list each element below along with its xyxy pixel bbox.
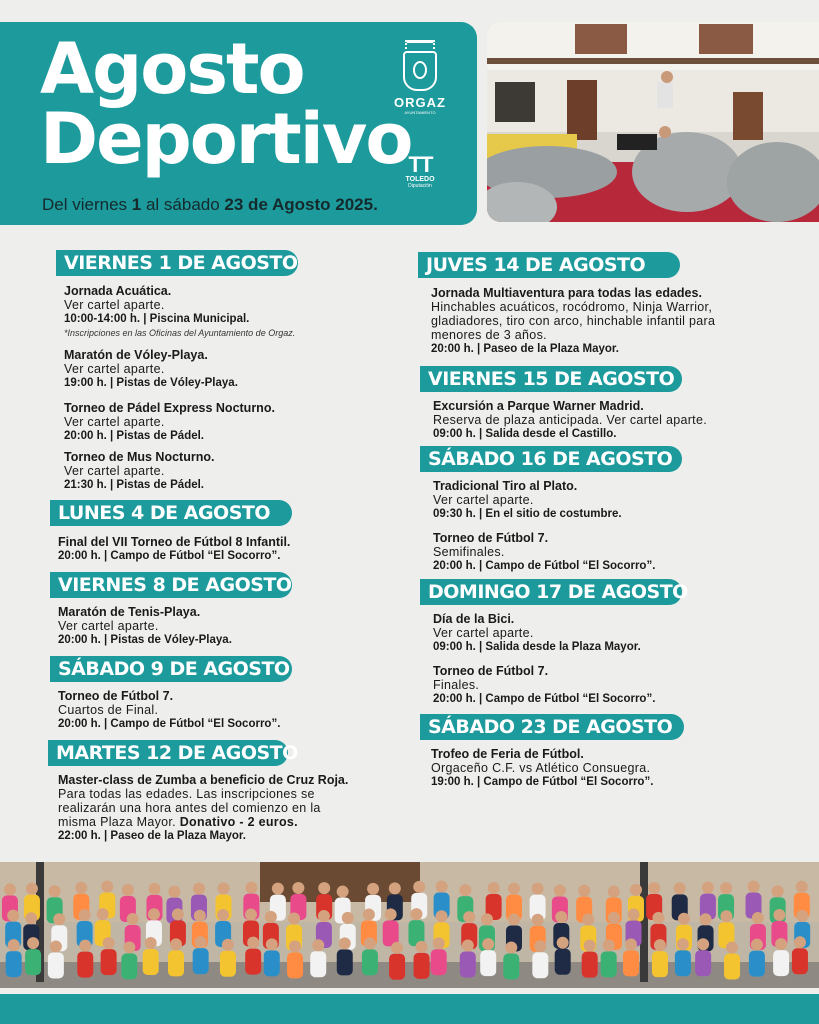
- person-body: [414, 953, 430, 979]
- person-body: [48, 952, 64, 978]
- event-time: 20:00 h. | Pistas de Pádel.: [64, 430, 205, 442]
- person-head: [436, 910, 448, 922]
- person-body: [652, 951, 668, 977]
- person-head: [775, 938, 787, 950]
- day-header-aug-15: VIERNES 15 DE AGOSTO: [420, 366, 682, 392]
- person-body: [555, 949, 571, 975]
- person-body: [460, 952, 476, 978]
- person-head: [630, 884, 642, 896]
- shield-icon: [403, 51, 437, 91]
- day-header-aug-1: VIERNES 1 DE AGOSTO: [56, 250, 298, 276]
- toledo-sub: Diputación: [408, 183, 432, 189]
- event-zumba: [58, 773, 398, 843]
- event-desc: Ver cartel aparte.: [433, 626, 534, 640]
- event-desc-line-3: misma Plaza Mayor. Donativo - 2 euros.: [58, 815, 298, 829]
- person-body: [77, 952, 93, 978]
- person-head: [245, 882, 257, 894]
- person-head: [272, 883, 284, 895]
- person-head: [433, 937, 445, 949]
- person-head: [25, 912, 37, 924]
- person-head: [482, 938, 494, 950]
- person-head: [75, 882, 87, 894]
- person-head: [217, 909, 229, 921]
- person-head: [170, 938, 182, 950]
- person-head: [337, 886, 349, 898]
- person-head: [720, 882, 732, 894]
- person-head: [127, 913, 139, 925]
- person-body: [749, 951, 765, 977]
- day-header-aug-4: LUNES 4 DE AGOSTO: [50, 500, 292, 526]
- person-head: [677, 938, 689, 950]
- person-head: [385, 908, 397, 920]
- person-head: [532, 883, 544, 895]
- event-time: 20:00 h. | Pistas de Vóley-Playa.: [58, 634, 232, 646]
- person-body: [601, 951, 617, 977]
- person-head: [534, 940, 546, 952]
- person-head: [266, 938, 278, 950]
- day-header-aug-23: SÁBADO 23 DE AGOSTO: [420, 714, 684, 740]
- event-time: 20:00 h. | Paseo de la Plaza Mayor.: [431, 343, 619, 355]
- event-trofeo-feria: [431, 747, 771, 789]
- event-desc-line-1: Hinchables acuáticos, rocódromo, Ninja Warrior,: [431, 300, 713, 314]
- event-voley-playa: [64, 348, 404, 390]
- person-head: [674, 882, 686, 894]
- person-body: [503, 954, 519, 980]
- person-body: [582, 952, 598, 978]
- person-head: [97, 908, 109, 920]
- person-head: [222, 939, 234, 951]
- person-head: [702, 882, 714, 894]
- person-head: [608, 886, 620, 898]
- person-head: [318, 910, 330, 922]
- person-head: [289, 940, 301, 952]
- event-title: Jornada Acuática.: [64, 284, 172, 298]
- person-head: [265, 911, 277, 923]
- person-head: [79, 940, 91, 952]
- person-head: [339, 937, 351, 949]
- event-title: Torneo de Pádel Express Nocturno.: [64, 401, 275, 415]
- toledo-mark-icon: TT: [408, 152, 432, 177]
- person-head: [652, 912, 664, 924]
- inflatable-photo: [487, 22, 819, 222]
- event-title: Día de la Bici.: [433, 612, 515, 626]
- person-body: [773, 950, 789, 976]
- event-time: 19:00 h. | Pistas de Vóley-Playa.: [64, 377, 238, 389]
- group-photo: [0, 862, 819, 988]
- person-body: [310, 951, 326, 977]
- event-title: Master-class de Zumba a beneficio de Cruz Roja.: [58, 773, 349, 787]
- event-desc: Finales.: [433, 678, 480, 692]
- event-title: Trofeo de Feria de Fútbol.: [431, 747, 584, 761]
- event-title: Jornada Multiaventura para todas las edades.: [431, 286, 702, 300]
- person-head: [194, 910, 206, 922]
- day-header-aug-9: SÁBADO 9 DE AGOSTO: [50, 656, 292, 682]
- person-head: [557, 937, 569, 949]
- person-head: [608, 912, 620, 924]
- toledo-logo: [400, 154, 440, 189]
- person-head: [578, 885, 590, 897]
- person-head: [413, 881, 425, 893]
- person-body: [220, 951, 236, 977]
- event-multiaventura: [431, 286, 791, 356]
- event-tenis-playa: [58, 605, 398, 647]
- person-head: [796, 910, 808, 922]
- event-desc-line-1: Para todas las edades. Las inscripciones se: [58, 787, 315, 801]
- event-desc: Reserva de plaza anticipada. Ver cartel aparte.: [433, 413, 707, 427]
- event-time: 22:00 h. | Paseo de la Plaza Mayor.: [58, 830, 246, 842]
- person-head: [148, 883, 160, 895]
- person-head: [123, 941, 135, 953]
- event-desc: Ver cartel aparte.: [58, 619, 159, 633]
- page-title: [40, 28, 412, 180]
- person-head: [193, 883, 205, 895]
- event-desc: Semifinales.: [433, 545, 505, 559]
- person-head: [49, 885, 61, 897]
- donation-text: Donativo - 2 euros.: [179, 815, 298, 829]
- event-desc: Ver cartel aparte.: [64, 415, 165, 429]
- person-head: [367, 883, 379, 895]
- person-head: [505, 942, 517, 954]
- person-head: [796, 881, 808, 893]
- orgaz-name: ORGAZ: [394, 95, 446, 110]
- title-line-2: Deportivo: [40, 98, 412, 180]
- person-head: [726, 942, 738, 954]
- person-head: [101, 880, 113, 892]
- event-tiro-plato: [433, 479, 773, 521]
- event-title: Maratón de Tenis-Playa.: [58, 605, 201, 619]
- crown-icon: [405, 40, 435, 49]
- footer-bar: [0, 994, 819, 1024]
- person-head: [26, 883, 38, 895]
- person-head: [463, 911, 475, 923]
- person-body: [623, 950, 639, 976]
- event-desc: Cuartos de Final.: [58, 703, 159, 717]
- event-mus: [64, 450, 404, 492]
- person-head: [312, 939, 324, 951]
- person-head: [53, 913, 65, 925]
- person-head: [700, 913, 712, 925]
- person-body: [480, 950, 496, 976]
- person-head: [772, 885, 784, 897]
- person-body: [362, 949, 378, 975]
- person-head: [318, 882, 330, 894]
- person-body: [264, 950, 280, 976]
- event-desc: Ver cartel aparte.: [433, 493, 534, 507]
- event-time: 09:00 h. | Salida desde la Plaza Mayor.: [433, 641, 641, 653]
- event-title: Torneo de Fútbol 7.: [433, 531, 549, 545]
- person-head: [462, 940, 474, 952]
- person-head: [554, 884, 566, 896]
- event-desc-line-2: gladiadores, tiro con arco, hinchable infantil para: [431, 314, 716, 328]
- event-title: Excursión a Parque Warner Madrid.: [433, 399, 644, 413]
- event-desc: Ver cartel aparte.: [64, 362, 165, 376]
- event-time: 21:30 h. | Pistas de Pádel.: [64, 479, 205, 491]
- person-body: [724, 954, 740, 980]
- event-desc-line-3: menores de 3 años.: [431, 328, 547, 342]
- event-title: Torneo de Mus Nocturno.: [64, 450, 215, 464]
- person-body: [532, 952, 548, 978]
- orgaz-sub: AYUNTAMIENTO: [404, 110, 436, 115]
- person-head: [292, 882, 304, 894]
- person-head: [195, 936, 207, 948]
- event-title: Maratón de Vóley-Playa.: [64, 348, 208, 362]
- person-head: [648, 882, 660, 894]
- person-head: [410, 908, 422, 920]
- person-head: [794, 936, 806, 948]
- event-time: 10:00-14:00 h. | Piscina Municipal.: [64, 313, 250, 325]
- day-header-aug-12: MARTES 12 DE AGOSTO: [48, 740, 288, 766]
- day-header-aug-16: SÁBADO 16 DE AGOSTO: [420, 446, 682, 472]
- person-body: [143, 949, 159, 975]
- person-head: [555, 911, 567, 923]
- person-head: [145, 937, 157, 949]
- person-body: [121, 953, 137, 979]
- event-time: 19:00 h. | Campo de Fútbol “El Socorro”.: [431, 776, 654, 788]
- event-dia-bici: [433, 612, 773, 654]
- person-head: [342, 912, 354, 924]
- event-desc-line-2: realizarán una hora antes del comienzo en la: [58, 801, 321, 815]
- day-header-aug-17: DOMINGO 17 DE AGOSTO: [420, 579, 682, 605]
- event-time: 20:00 h. | Campo de Fútbol “El Socorro”.: [58, 550, 281, 562]
- person-head: [245, 909, 257, 921]
- person-head: [391, 942, 403, 954]
- orgaz-logo: [388, 40, 452, 115]
- person-head: [584, 940, 596, 952]
- event-desc: Orgaceño C.F. vs Atlético Consuegra.: [431, 761, 651, 775]
- event-desc: Ver cartel aparte.: [64, 298, 165, 312]
- event-futbol-7-semis: [433, 531, 773, 573]
- person-body: [675, 950, 691, 976]
- person-body: [431, 949, 447, 975]
- person-head: [678, 913, 690, 925]
- person-head: [148, 908, 160, 920]
- person-head: [508, 883, 520, 895]
- person-body: [287, 952, 303, 978]
- event-futbol-8: [58, 535, 398, 563]
- person-head: [748, 881, 760, 893]
- person-head: [79, 909, 91, 921]
- event-title: Torneo de Fútbol 7.: [58, 689, 174, 703]
- person-head: [288, 913, 300, 925]
- person-head: [218, 883, 230, 895]
- person-body: [389, 954, 405, 980]
- person-head: [7, 910, 19, 922]
- person-head: [122, 884, 134, 896]
- event-time: 09:00 h. | Salida desde el Castillo.: [433, 428, 617, 440]
- person-body: [101, 949, 117, 975]
- person-body: [695, 950, 711, 976]
- event-jornada-acuatica: [64, 284, 404, 340]
- day-header-aug-8: VIERNES 8 DE AGOSTO: [50, 572, 292, 598]
- event-futbol-7-cuartos: [58, 689, 398, 731]
- event-time: 09:30 h. | En el sitio de costumbre.: [433, 508, 622, 520]
- person-body: [193, 948, 209, 974]
- person-head: [773, 909, 785, 921]
- event-desc: Ver cartel aparte.: [64, 464, 165, 478]
- person-body: [6, 951, 22, 977]
- person-head: [389, 882, 401, 894]
- person-head: [247, 937, 259, 949]
- person-head: [654, 939, 666, 951]
- toledo-name: TOLEDO: [405, 176, 435, 183]
- event-time: 20:00 h. | Campo de Fútbol “El Socorro”.: [58, 718, 281, 730]
- person-head: [508, 913, 520, 925]
- person-head: [625, 938, 637, 950]
- person-head: [8, 939, 20, 951]
- event-time: 20:00 h. | Campo de Fútbol “El Socorro”.: [433, 560, 656, 572]
- person-head: [4, 883, 16, 895]
- person-head: [481, 913, 493, 925]
- person-head: [488, 882, 500, 894]
- event-time: 20:00 h. | Campo de Fútbol “El Socorro”.: [433, 693, 656, 705]
- person-body: [25, 949, 41, 975]
- person-head: [27, 937, 39, 949]
- person-head: [168, 886, 180, 898]
- person-head: [697, 938, 709, 950]
- title-line-1: Agosto: [40, 28, 304, 110]
- person-head: [103, 937, 115, 949]
- event-note: *Inscripciones en las Oficinas del Ayuntamiento de Orgaz.: [64, 328, 296, 338]
- person-head: [720, 910, 732, 922]
- date-range: Del viernes 1 al sábado 23 de Agosto 2025.: [42, 195, 378, 214]
- person-head: [459, 884, 471, 896]
- person-head: [628, 908, 640, 920]
- person-body: [245, 949, 261, 975]
- event-padel: [64, 401, 404, 443]
- person-head: [416, 941, 428, 953]
- day-header-aug-14: JUVES 14 DE AGOSTO: [418, 252, 680, 278]
- person-head: [582, 913, 594, 925]
- person-head: [364, 937, 376, 949]
- event-title: Final del VII Torneo de Fútbol 8 Infantil.: [58, 535, 291, 549]
- person-head: [172, 908, 184, 920]
- event-title: Torneo de Fútbol 7.: [433, 664, 549, 678]
- person-body: [168, 950, 184, 976]
- person-head: [363, 908, 375, 920]
- person-head: [603, 939, 615, 951]
- person-head: [532, 914, 544, 926]
- event-title: Tradicional Tiro al Plato.: [433, 479, 578, 493]
- person-body: [792, 948, 808, 974]
- person-head: [50, 940, 62, 952]
- event-futbol-7-finales: [433, 664, 773, 706]
- header-banner: [0, 22, 477, 225]
- person-head: [751, 939, 763, 951]
- person-head: [752, 912, 764, 924]
- person-head: [436, 881, 448, 893]
- person-body: [337, 949, 353, 975]
- event-parque-warner: [433, 399, 793, 441]
